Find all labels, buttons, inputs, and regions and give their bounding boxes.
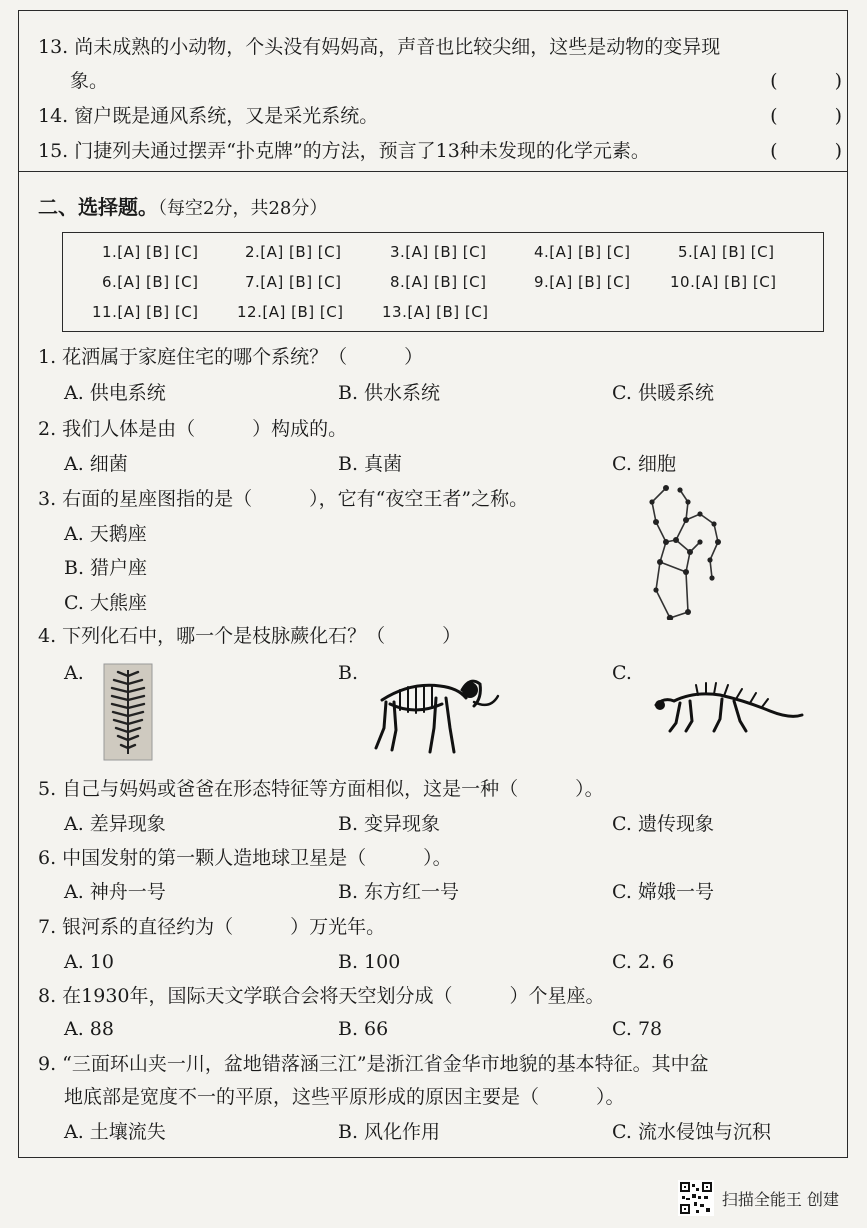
q3-option-c[interactable]: C. 大熊座 [64, 592, 147, 614]
q9-stem-line1: 9. “三面环山夹一川，盆地错落涵三江”是浙江省金华市地貌的基本特征。其中盆 [38, 1053, 709, 1075]
judge-q13-line2: 象。 [70, 70, 109, 92]
constellation-diagram [630, 480, 740, 620]
answer-bubble-4[interactable]: 4.[A] [B] [C] [534, 243, 631, 261]
judge-q13-line1: 13. 尚未成熟的小动物，个头没有妈妈高，声音也比较尖细，这些是动物的变异现 [38, 36, 721, 58]
q2-stem: 2. 我们人体是由（ ）构成的。 [38, 418, 348, 440]
q7-option-c[interactable]: C. 2. 6 [612, 951, 675, 973]
mammoth-skeleton-image [370, 668, 505, 756]
judge-q14: 14. 窗户既是通风系统，又是采光系统。 [38, 105, 379, 127]
q1-option-b[interactable]: B. 供水系统 [338, 382, 441, 404]
q8-stem: 8. 在1930年，国际天文学联合会将天空划分成（ ）个星座。 [38, 985, 605, 1007]
qr-code-icon [678, 1180, 714, 1216]
q4-option-a[interactable]: A. [64, 662, 84, 684]
judge-q14-answer[interactable]: ( ) [770, 105, 842, 127]
q4-option-c[interactable]: C. [612, 662, 632, 684]
q9-option-a[interactable]: A. 土壤流失 [64, 1121, 166, 1143]
q6-option-c[interactable]: C. 嫦娥一号 [612, 881, 714, 903]
q2-option-c[interactable]: C. 细胞 [612, 453, 676, 475]
q1-stem: 1. 花洒属于家庭住宅的哪个系统？（ ） [38, 346, 424, 368]
q3-option-a[interactable]: A. 天鹅座 [64, 523, 147, 545]
section2-heading [38, 192, 327, 224]
scanner-watermark [678, 1180, 839, 1216]
q7-option-b[interactable]: B. 100 [338, 951, 401, 973]
judge-q13-answer[interactable]: ( ) [770, 70, 842, 92]
q5-option-a[interactable]: A. 差异现象 [64, 813, 166, 835]
q6-option-b[interactable]: B. 东方红一号 [338, 881, 460, 903]
section-divider [19, 171, 847, 172]
q9-option-c[interactable]: C. 流水侵蚀与沉积 [612, 1121, 771, 1143]
q4-option-b[interactable]: B. [338, 662, 359, 684]
section2-title: 二、选择题。 [38, 195, 158, 219]
q6-option-a[interactable]: A. 神舟一号 [64, 881, 166, 903]
q6-stem: 6. 中国发射的第一颗人造地球卫星是（ ）。 [38, 847, 452, 869]
q8-option-c[interactable]: C. 78 [612, 1018, 663, 1040]
answer-bubble-3[interactable]: 3.[A] [B] [C] [390, 243, 487, 261]
q3-stem: 3. 右面的星座图指的是（ ），它有“夜空王者”之称。 [38, 488, 529, 510]
judge-q15-answer[interactable]: ( ) [770, 140, 842, 162]
q9-option-b[interactable]: B. 风化作用 [338, 1121, 441, 1143]
q2-option-a[interactable]: A. 细菌 [64, 453, 128, 475]
watermark-text: 扫描全能王 创建 [721, 1189, 839, 1209]
answer-bubble-5[interactable]: 5.[A] [B] [C] [678, 243, 775, 261]
section2-note: （每空2分，共28分） [158, 198, 328, 219]
answer-bubble-11[interactable]: 11.[A] [B] [C] [92, 303, 199, 321]
q9-stem-line2: 地底部是宽度不一的平原，这些平原形成的原因主要是（ ）。 [64, 1086, 625, 1108]
q5-option-b[interactable]: B. 变异现象 [338, 813, 441, 835]
q1-option-c[interactable]: C. 供暖系统 [612, 382, 714, 404]
q8-option-b[interactable]: B. 66 [338, 1018, 389, 1040]
answer-bubble-10[interactable]: 10.[A] [B] [C] [670, 273, 777, 291]
q5-stem: 5. 自己与妈妈或爸爸在形态特征等方面相似，这是一种（ ）。 [38, 778, 604, 800]
dinosaur-skeleton-image [650, 675, 806, 737]
judge-q15: 15. 门捷列夫通过摆弄“扑克牌”的方法，预言了13种未发现的化学元素。 [38, 140, 650, 162]
q3-option-b[interactable]: B. 猎户座 [64, 557, 148, 579]
answer-bubble-13[interactable]: 13.[A] [B] [C] [382, 303, 489, 321]
answer-bubble-9[interactable]: 9.[A] [B] [C] [534, 273, 631, 291]
q7-option-a[interactable]: A. 10 [64, 951, 114, 973]
q8-option-a[interactable]: A. 88 [64, 1018, 114, 1040]
q5-option-c[interactable]: C. 遗传现象 [612, 813, 714, 835]
answer-bubble-8[interactable]: 8.[A] [B] [C] [390, 273, 487, 291]
answer-bubble-6[interactable]: 6.[A] [B] [C] [102, 273, 199, 291]
q1-option-a[interactable]: A. 供电系统 [64, 382, 166, 404]
q7-stem: 7. 银河系的直径约为（ ）万光年。 [38, 916, 386, 938]
answer-bubble-2[interactable]: 2.[A] [B] [C] [245, 243, 342, 261]
answer-bubble-1[interactable]: 1.[A] [B] [C] [102, 243, 199, 261]
q4-stem: 4. 下列化石中，哪一个是枝脉蕨化石？（ ） [38, 625, 462, 647]
answer-bubble-12[interactable]: 12.[A] [B] [C] [237, 303, 344, 321]
answer-bubble-7[interactable]: 7.[A] [B] [C] [245, 273, 342, 291]
q2-option-b[interactable]: B. 真菌 [338, 453, 403, 475]
fern-fossil-image [100, 662, 156, 762]
